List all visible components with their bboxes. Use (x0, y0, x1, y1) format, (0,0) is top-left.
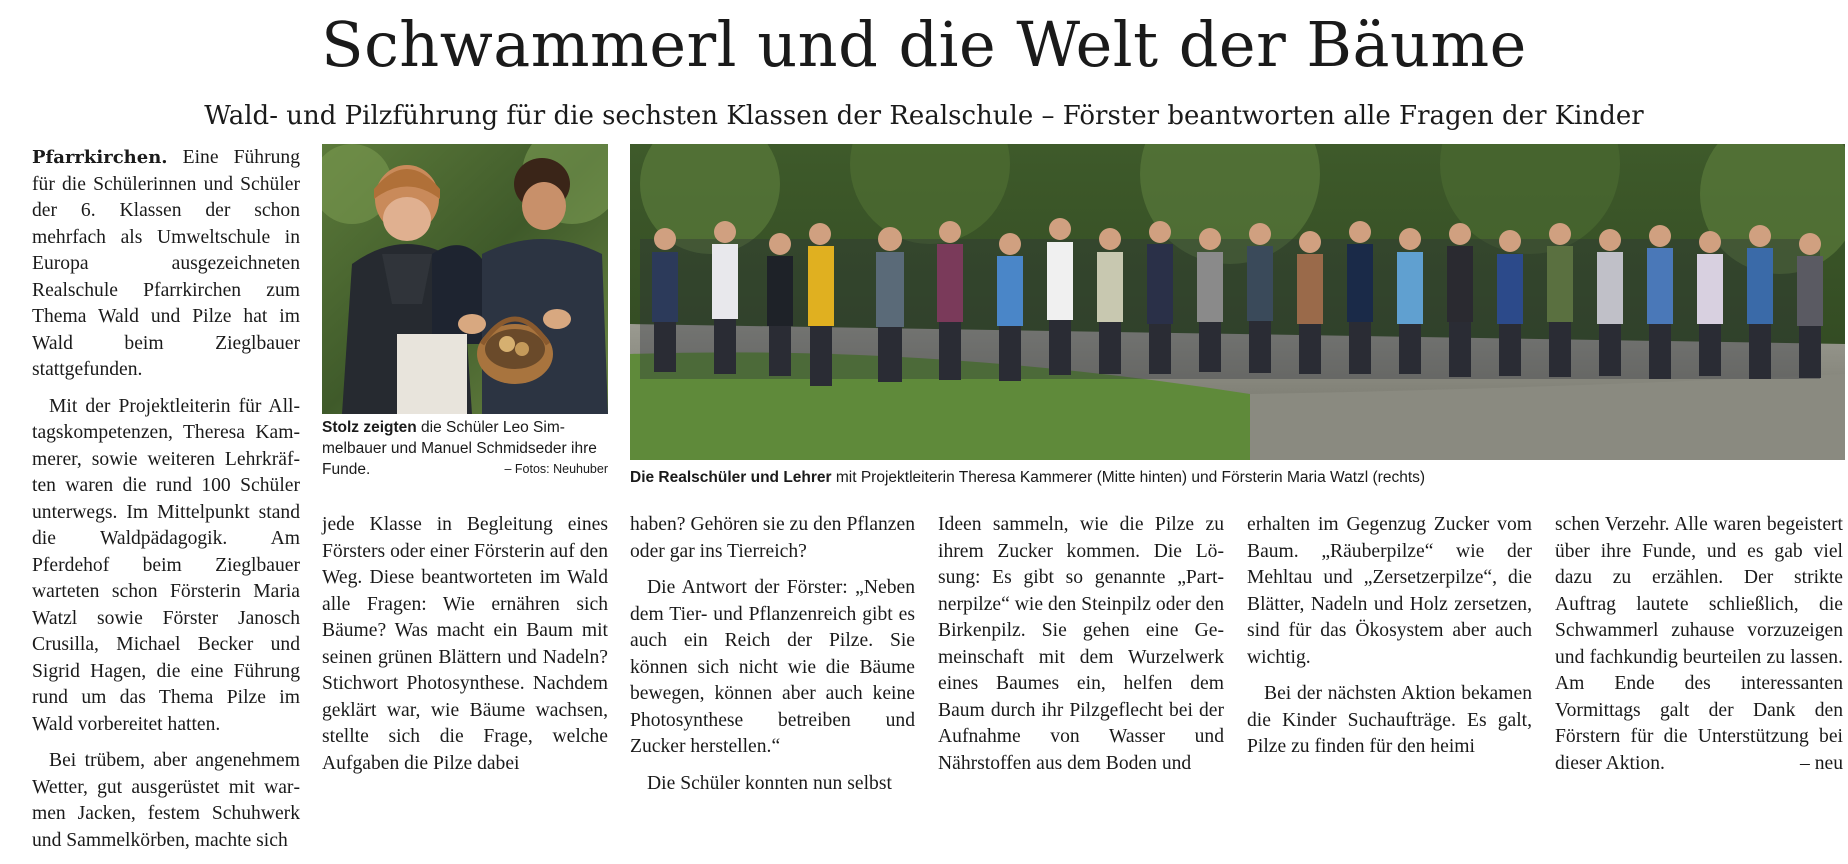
dateline: Pfarrkirchen. (32, 147, 168, 168)
caption-lead: Die Realschüler und Lehrer (630, 469, 832, 486)
article-column-3 (630, 512, 915, 807)
headline: Schwammerl und die Welt der Bäume (321, 8, 1527, 81)
paragraph: haben? Gehören sie zu den Pflanzen oder gar ins Tierreich? (630, 514, 915, 562)
photo-credit: – Fotos: Neuhuber (504, 462, 608, 476)
author-signoff: – neu (1800, 752, 1843, 774)
paragraph: Bei trübem, aber angenehmem Wetter, gut ausgerüstet mit warmen Jacken, festem Schuhwerk und Sammelkörben, machte sich (32, 750, 300, 851)
caption-lead: Stolz zeigten (322, 419, 417, 436)
paragraph: erhalten im Gegenzug Zucker vom Baum. „Räuberpilze“ wie der Mehltau und „Zersetzerpilze“, die Blätter, Nadeln und Holz zersetzen, sind für das Ökosystem aber auch wichtig. (1247, 514, 1532, 668)
article-column-4 (938, 512, 1224, 787)
photo-group-of-students-in-forest-icon (630, 144, 1845, 460)
article-column-2 (322, 512, 608, 787)
paragraph: schen Verzehr. Alle waren begeistert über ihre Funde, und es gab viel dazu zu erzählen. Der strikte Auftrag lautete schließlich, die Schwammerl zuhause vorzuzeigen und fachkundig beurteilen zu lassen. Am Ende des interessanten Vormittags galt der Dank den Förstern für die Unterstützung bei dieser Aktion. – neu (1555, 512, 1843, 777)
paragraph: Die Schüler konnten nun selbst (647, 772, 892, 794)
subheadline: Wald- und Pilzführung für die sechsten Klassen der Realschule – Förster beantworten alle Fragen der Kinder (204, 101, 1644, 131)
paragraph: Bei der nächsten Aktion bekamen die Kinder Suchaufträge. Es galt, Pilze zu finden für den heimi (1247, 683, 1532, 757)
article-column-1 (32, 145, 300, 864)
photo-boys-with-basket (322, 144, 608, 414)
photo2-caption: Die Realschüler und Lehrer mit Projektleiterin Theresa Kammerer (Mitte hinten) und Försterin Maria Watzl (rechts) (630, 469, 1426, 486)
photo1-caption: Stolz zeigten die Schüler Leo Simmelbauer und Manuel Schmidseder ihre Funde. – Fotos: Neuhuber (322, 419, 608, 478)
paragraph: jede Klasse in Begleitung eines Försters oder einer Försterin auf den Weg. Diese beantworteten im Wald alle Fragen: Wie ernähren sich Bäume? Was macht ein Baum mit seinen grünen Blättern und Nadeln? Stichwort Photosynthese. Nachdem geklärt war, wie Bäume wachsen, stellte sich die Frage, welche Aufgaben die Pilze dabei (322, 514, 608, 774)
paragraph: Die Antwort der Förster: „Neben dem Tier- und Pflanzenreich gibt es auch ein Reich der Pilze. Sie können sich nicht wie die Bäume bewegen, können aber auch keine Photosynthese betreiben und Zucker herstellen.“ (630, 577, 915, 757)
article-column-5 (1247, 512, 1532, 771)
photo-group (630, 144, 1845, 460)
photo-two-boys-with-mushroom-basket-icon (322, 144, 608, 414)
paragraph: Pfarrkirchen. Eine Führung für die Schülerinnen und Schüler der 6. Klassen der schon mehrfach als Umweltschule in Europa ausgezeichneten Realschule Pfarrkirchen zum Thema Wald und Pilze hat im Wald beim Zieglbauer stattgefunden. (32, 147, 300, 380)
paragraph: Ideen sammeln, wie die Pilze zu ihrem Zucker kommen. Die Lösung: Es gibt so genannte „Partnerpilze“ wie den Steinpilz oder den Birkenpilz. Sie gehen eine Gemeinschaft mit dem Wurzelwerk eines Baumes ein, helfen dem Baum durch ihr Pilzgeflecht bei der Aufnahme von Wasser und Nährstoffen aus dem Boden und (938, 514, 1224, 774)
paragraph: Mit der Projektleiterin für Alltagskompetenzen, Theresa Kammerer, sowie weiteren Lehrkräften waren die rund 100 Schüler unterwegs. Im Mittelpunkt stand die Waldpädagogik. Am Pferdehof beim Zieglbauer warteten schon Försterin Maria Watzl sowie Förster Janosch Crusilla, Michael Becker und Sigrid Hagen, die eine Führung rund um das Thema Pilze im Wald vorbereitet hatten. (32, 395, 300, 735)
article-column-6 (1555, 512, 1843, 787)
